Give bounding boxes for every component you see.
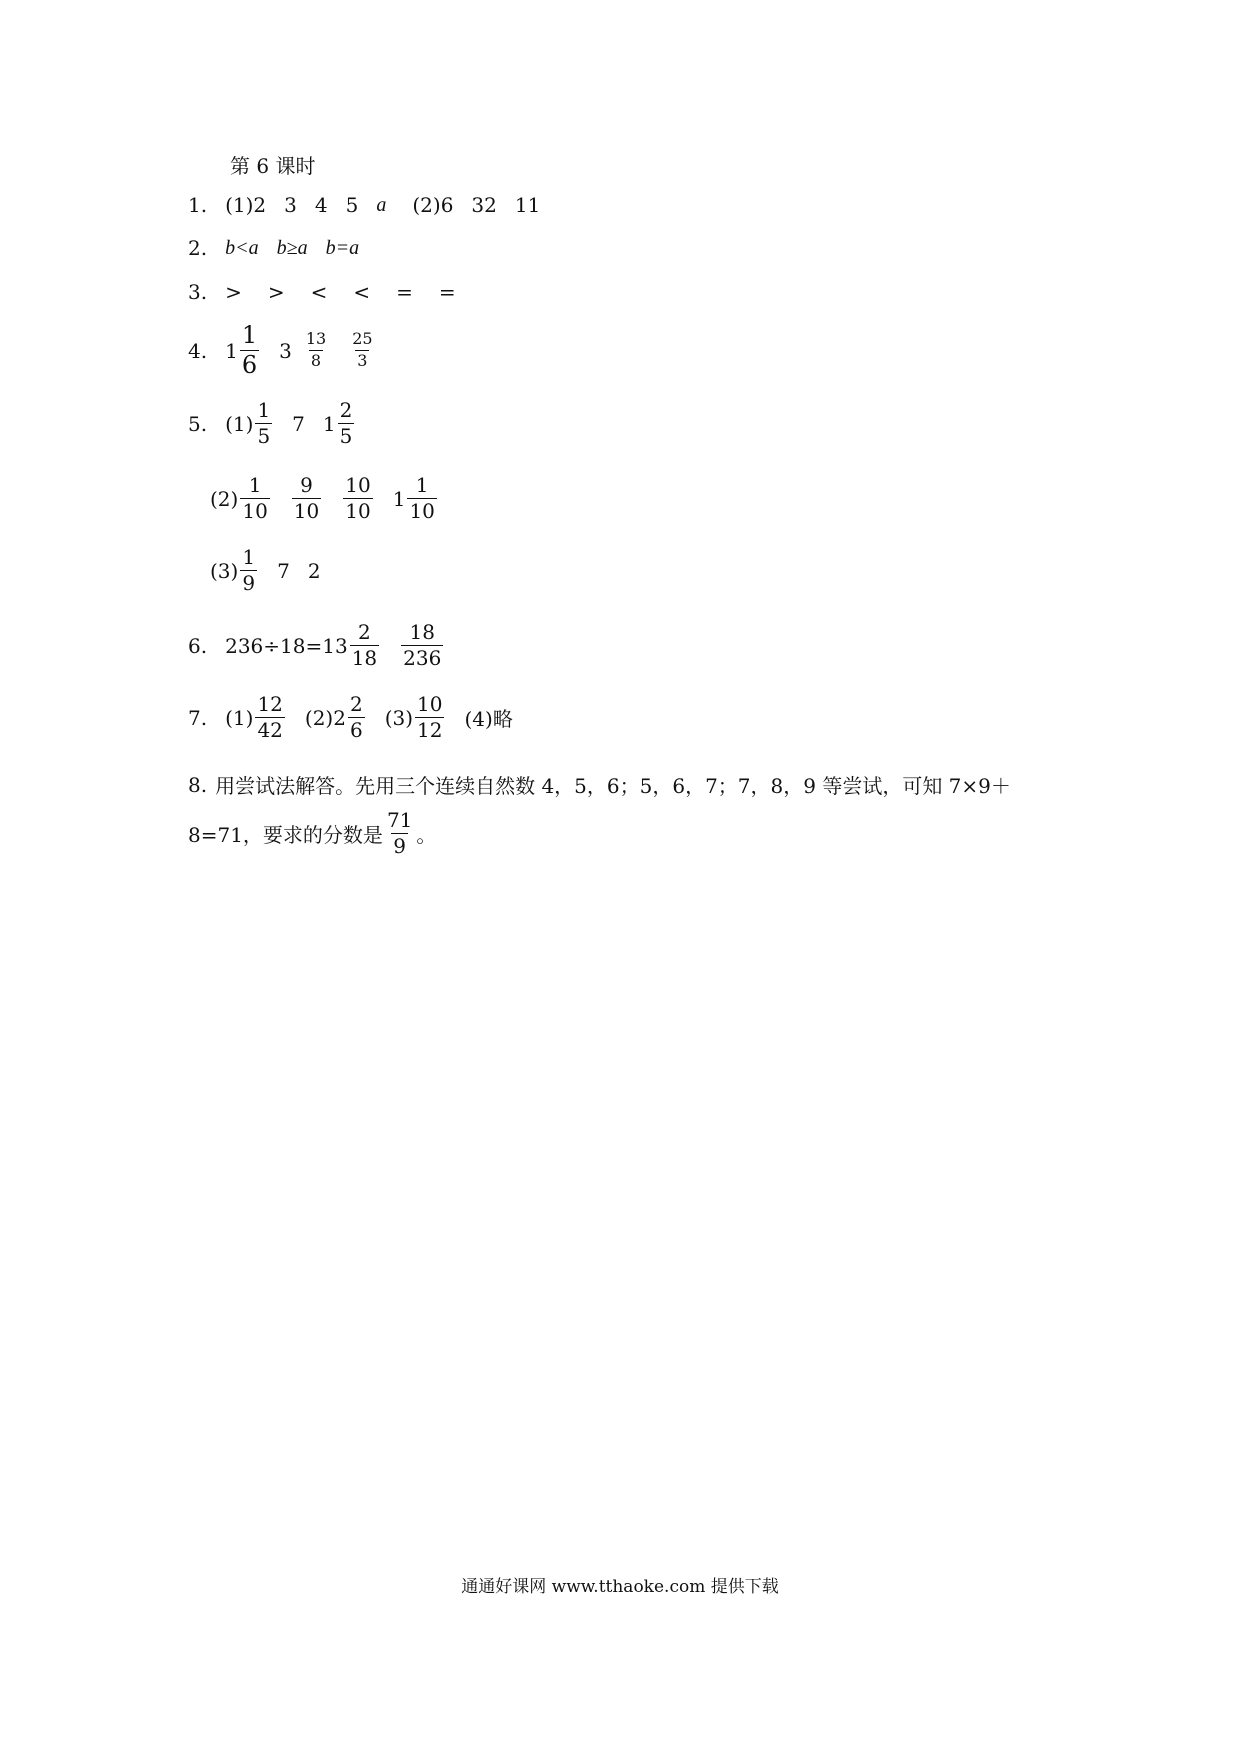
fraction: $\frac{1}{9}$ bbox=[242, 545, 256, 595]
mixed-number-whole: 1 bbox=[392, 486, 406, 511]
fraction: $\frac{1}{10}$ bbox=[409, 473, 435, 523]
answer-value: b=a bbox=[325, 236, 360, 259]
answer-value: 7 bbox=[292, 411, 305, 436]
question-number: 7. bbox=[188, 705, 208, 730]
fraction: $\frac{12}{42}$ bbox=[257, 692, 283, 742]
footer bbox=[0, 1572, 1240, 1597]
answer-part: (3) bbox=[210, 558, 239, 583]
answer-5-part-3 bbox=[210, 547, 321, 594]
mixed-number-whole: 1 bbox=[322, 411, 336, 436]
answer-value: 11 bbox=[514, 193, 541, 217]
answer-part: (1) bbox=[225, 705, 254, 730]
fraction: $\frac{1}{6}$ bbox=[241, 321, 258, 380]
answer-part: (2)6 bbox=[412, 193, 454, 217]
fraction: $\frac{9}{10}$ bbox=[293, 473, 320, 523]
comparison-sign: < bbox=[310, 280, 328, 304]
answer-2 bbox=[188, 236, 359, 260]
answer-value: 4 bbox=[314, 193, 328, 217]
answer-value: b≥a bbox=[276, 236, 308, 259]
fraction: $\frac{1}{5}$ bbox=[257, 398, 271, 448]
question-number: 4. bbox=[188, 338, 208, 363]
answer-value: b<a bbox=[225, 236, 259, 259]
question-number: 2. bbox=[188, 236, 208, 260]
question-number: 3. bbox=[188, 280, 208, 304]
answer-part: (2) bbox=[210, 486, 239, 511]
comparison-sign: = bbox=[396, 280, 413, 304]
answer-5-part-1 bbox=[188, 400, 356, 447]
answer-part: (1) bbox=[225, 411, 254, 436]
fraction: $\frac{10}{12}$ bbox=[417, 692, 443, 742]
page-title bbox=[230, 150, 315, 179]
fraction: $\frac{10}{10}$ bbox=[345, 473, 371, 523]
answer-8-line-2 bbox=[188, 810, 436, 857]
answer-value: 7 bbox=[277, 558, 290, 583]
period: 。 bbox=[416, 823, 437, 847]
division-expression: 236÷18=13 bbox=[225, 633, 348, 658]
fraction: $\frac{2}{6}$ bbox=[349, 692, 363, 742]
answer-value: 3 bbox=[284, 193, 297, 217]
fraction: $\frac{2}{18}$ bbox=[351, 620, 378, 670]
answer-part: (1)2 bbox=[225, 193, 267, 217]
answer-value: a bbox=[376, 193, 387, 216]
answer-part: (3) bbox=[384, 705, 414, 730]
answer-value: 5 bbox=[345, 193, 359, 217]
question-number: 5. bbox=[188, 411, 208, 436]
mixed-number-whole: 1 bbox=[225, 338, 238, 363]
question-number: 6. bbox=[188, 633, 208, 658]
question-number: 1. bbox=[188, 193, 208, 217]
answer-value: 2 bbox=[307, 558, 321, 583]
footer-text: 通通好课网 www.tthaoke.com 提供下载 bbox=[461, 1577, 779, 1597]
comparison-sign: = bbox=[438, 280, 456, 304]
fraction: $\frac{71}{9}$ bbox=[386, 808, 413, 858]
answer-part: (4)略 bbox=[464, 707, 513, 731]
answer-value: 32 bbox=[471, 193, 497, 217]
answer-4 bbox=[188, 323, 377, 378]
question-number: 8. bbox=[188, 772, 208, 797]
answer-8-line-1 bbox=[188, 770, 1011, 799]
fraction: $\frac{25}{3}$ bbox=[352, 329, 373, 371]
fraction: $\frac{18}{236}$ bbox=[403, 620, 442, 670]
fraction: $\frac{13}{8}$ bbox=[305, 329, 327, 371]
answer-text: 用尝试法解答。先用三个连续自然数 4，5，6；5，6，7；7，8，9 等尝试，可知 7×9＋ bbox=[215, 774, 1011, 798]
answer-3 bbox=[188, 280, 456, 304]
fraction: $\frac{2}{5}$ bbox=[339, 398, 353, 448]
answer-part: (2)2 bbox=[304, 705, 346, 730]
answer-7 bbox=[188, 694, 513, 741]
fraction: $\frac{1}{10}$ bbox=[242, 473, 268, 523]
answer-6 bbox=[188, 622, 445, 669]
heading-text: 第 6 课时 bbox=[230, 154, 316, 178]
comparison-sign: < bbox=[353, 280, 371, 304]
comparison-sign: > bbox=[267, 280, 285, 304]
comparison-sign: > bbox=[225, 280, 242, 304]
answer-value: 3 bbox=[279, 338, 292, 363]
answer-1 bbox=[188, 193, 540, 217]
answer-5-part-2 bbox=[210, 475, 439, 522]
answer-text: 8=71，要求的分数是 bbox=[188, 823, 383, 847]
